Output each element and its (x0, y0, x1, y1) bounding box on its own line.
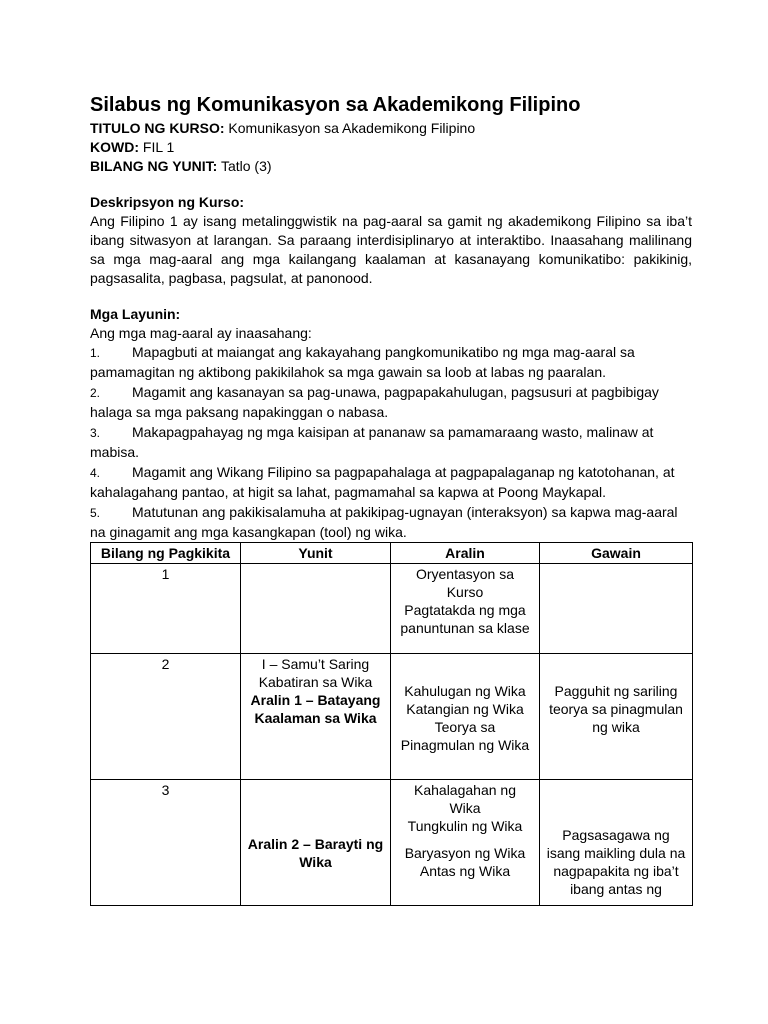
activity-text: Pagguhit ng sariling teorya sa pinagmulan ng wika (549, 683, 683, 735)
objective-item (90, 343, 692, 382)
lesson-topic: Baryasyon ng Wika (404, 845, 526, 861)
table-row (91, 780, 693, 906)
cell-lesson (391, 780, 540, 906)
description-heading: Deskripsyon ng Kurso: (90, 194, 245, 210)
lesson-topic: Oryentasyon sa Kurso (415, 566, 515, 600)
cell-lesson (391, 564, 540, 654)
lesson-topic: Pagtatakda ng mga panuntunan sa klase (400, 602, 530, 636)
course-title-line (90, 119, 692, 138)
lesson-topic: Kahalagahan ng Wika (414, 782, 516, 816)
cell-activity (540, 780, 693, 906)
unit-lesson-title: Aralin 1 – Batayang Kaalaman sa Wika (250, 692, 381, 726)
objective-number: 5. (90, 506, 101, 520)
header-activity: Gawain (540, 543, 693, 564)
course-units-line (90, 157, 692, 176)
lesson-topic: Kahulugan ng Wika (404, 683, 526, 699)
syllabus-table (90, 542, 693, 906)
objective-text: Makapagpahayag ng mga kaisipan at pananaw sa pamamaraang wasto, malinaw at mabisa. (90, 424, 654, 460)
objective-number: 2. (90, 386, 101, 400)
header-unit: Yunit (241, 543, 391, 564)
cell-activity (540, 564, 693, 654)
cell-unit (241, 564, 391, 654)
objective-text: Matutunan ang pakikisalamuha at pakikipag-ugnayan (interaksyon) sa kapwa mag-aaral na ginagamit ang mga kasangkapan (tool) ng wika. (90, 504, 678, 540)
cell-meeting: 3 (91, 780, 241, 906)
objective-item (90, 503, 692, 542)
cell-lesson (391, 654, 540, 780)
cell-activity (540, 654, 693, 780)
header-meeting-number: Bilang ng Pagkikita (91, 543, 241, 564)
objective-item (90, 383, 692, 422)
course-units-value: Tatlo (3) (217, 158, 272, 174)
table-row (91, 654, 693, 780)
cell-unit (241, 780, 391, 906)
objective-number: 4. (90, 466, 101, 480)
objectives-intro: Ang mga mag-aaral ay inaasahang: (90, 325, 312, 341)
header-lesson: Aralin (391, 543, 540, 564)
course-code-label: KOWD: (90, 139, 139, 155)
course-code-value: FIL 1 (139, 139, 175, 155)
document-content (90, 92, 692, 906)
lesson-topic: Katangian ng Wika (406, 701, 524, 717)
objective-text: Mapagbuti at maiangat ang kakayahang pangkomunikatibo ng mga mag-aaral sa pamamagitan ng aktibong pakikilahok sa mga gawain sa loob at labas ng paaralan. (90, 344, 635, 380)
course-title-value: Komunikasyon sa Akademikong Filipino (224, 120, 476, 136)
table-header-row (91, 543, 693, 564)
unit-lesson-title: Aralin 2 – Barayti ng Wika (247, 836, 384, 870)
objective-text: Magamit ang Wikang Filipino sa pagpapahalaga at pagpapalaganap ng katotohanan, at kahalagahang pantao, at higit sa lahat, pagmamahal sa kapwa at Poong Maykapal. (90, 464, 675, 500)
lesson-topic: Tungkulin ng Wika (407, 818, 523, 834)
lesson-topic: Antas ng Wika (419, 863, 511, 879)
objective-number: 3. (90, 426, 101, 440)
description-body: Ang Filipino 1 ay isang metalinggwistik na pag-aaral sa gamit ng akademikong Filipino sa iba’t ibang sitwasyon at larangan. Sa paraang interdisiplinaryo at interaktibo. Inaasahang malilinang sa mga mag-aaral ang mga kailangang kaalaman at kasanayang komunikatibo: pakikinig, pagsasalita, pagbasa, pagsulat, at panonood. (90, 213, 692, 286)
objective-number: 1. (90, 346, 101, 360)
table-row (91, 564, 693, 654)
cell-meeting: 1 (91, 564, 241, 654)
cell-meeting: 2 (91, 654, 241, 780)
lesson-topic: Teorya sa Pinagmulan ng Wika (400, 719, 530, 753)
course-code-line (90, 138, 692, 157)
course-title-label: TITULO NG KURSO: (90, 120, 225, 136)
objective-item (90, 463, 692, 502)
document-title: Silabus ng Komunikasyon sa Akademikong Filipino (90, 94, 581, 116)
objectives-heading: Mga Layunin: (90, 306, 181, 322)
objective-text: Magamit ang kasanayan sa pag-unawa, pagpapakahulugan, pagsusuri at pagbibigay halaga sa mga paksang napakinggan o nabasa. (90, 384, 659, 420)
course-units-label: BILANG NG YUNIT: (90, 158, 218, 174)
objective-item (90, 423, 692, 462)
cell-unit (241, 654, 391, 780)
unit-title: I – Samu’t Saring Kabatiran sa Wika (258, 656, 373, 690)
activity-text: Pagsasagawa ng isang maikling dula na nagpapakita ng iba’t ibang antas ng (546, 827, 686, 897)
